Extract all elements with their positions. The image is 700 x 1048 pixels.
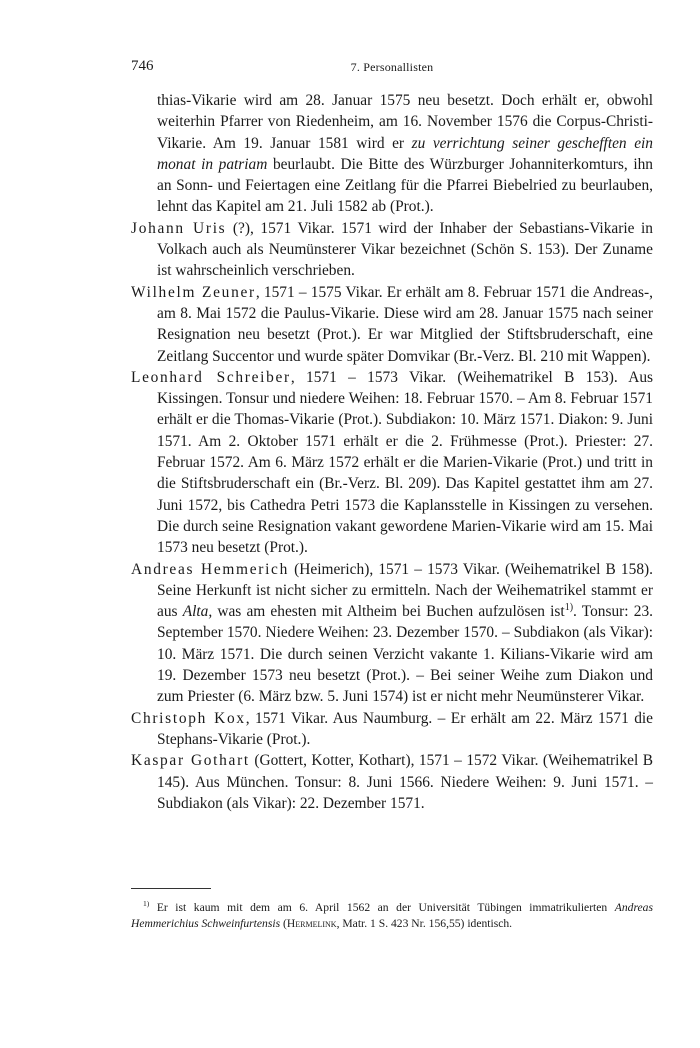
place-name: Alta, [182,603,213,621]
entry-christoph-kox [131,708,653,751]
person-name: Wilhelm Zeuner [131,283,256,301]
entry-johann-uris [131,218,653,282]
entry-wilhelm-zeuner [131,282,653,367]
page-header [131,58,653,82]
entry-text: , 1571 – 1575 Vikar. Er erhält am 8. Februar 1571 die Andreas-, am 8. Mai 1572 die Paulus-Vikarie. Diese wird am 28. Januar 1575 nach seiner Resignation neu besetzt (Prot.). Er war Mitglied der Stiftsbruderschaft, eine Zeitlang Succentor und wurde später Domvikar (Br.-Verz. Bl. 210 mit Wappen). [157,283,653,365]
footnote-text: , Matr. 1 S. 423 Nr. 156,55) identisch. [336,917,513,930]
entry-text: , 1571 – 1573 Vikar. (Weihematrikel B 153). Aus Kissingen. Tonsur und niedere Weihen: 18. Februar 1570. – Am 8. Februar 1571 erhält er die Thomas-Vikarie (Prot.). Subdiakon: 10. März 1571. Diakon: 9. Juni 1571. Am 2. Oktober 1571 erhält er die 2. Frühmesse (Prot.). Priester: 27. Februar 1572. Am 6. März 1572 erhält er die Marien-Vikarie (Prot.) und tritt in die Stiftsbruderschaft ein (Br.-Verz. Bl. 209). Das Kapitel gestattet ihm am 27. Juni 1572, bis Cathedra Petri 1573 die Kaplansstelle in Kissingen zu versehen. Die durch seine Resignation vakant gewordene Marien-Vikarie wird am 15. Mai 1573 neu besetzt (Prot.). [157,368,653,557]
entry-leonhard-schreiber [131,367,653,559]
entry-text: (Gottert, Kotter, Kothart), 1571 – 1572 Vikar. (Weihematrikel B 145). Aus München. Tonsur: 8. Juni 1566. Niedere Weihen: 9. Juni 1571. – Subdiakon (als Vikar): 22. Dezember 1571. [157,752,653,812]
entry-continuation [131,90,653,218]
running-head: 7. Personallisten [350,60,434,74]
footnote-author: Hermelink [286,917,337,930]
footnote [131,900,653,932]
entry-text: . Tonsur: 23. September 1570. Niedere Weihen: 23. Dezember 1570. – Subdiakon (als Vikar): 10. März 1571. Die durch seinen Verzicht vakante 1. Kilians-Vikarie wird am 19. Dezember 1573 neu besetzt (Prot.). – Bei seiner Weihe zum Diakon und zum Priester (6. März bzw. 5. Juni 1574) ist er nicht mehr Neumünsterer Vikar. [157,603,653,706]
entry-text: , 1571 Vikar. Aus Naumburg. – Er erhält am 22. März 1571 die Stephans-Vikarie (Prot.). [157,709,653,748]
footnote-divider [131,888,211,889]
footnote-italic-name: Andreas Hemmerichius Schweinfurtensis [131,901,653,930]
quoted-phrase: zu verrichtung seiner geschefften ein monat in patriam [157,134,653,173]
person-name: Kaspar Gothart [131,752,250,770]
footnote-reference[interactable]: 1) [564,602,574,613]
entry-kaspar-gothart [131,750,653,814]
entry-text: (Heimerich), 1571 – 1573 Vikar. (Weihematrikel B 158). Seine Herkunft ist nicht sicher zu ermitteln. Nach der Weihematrikel stammt er aus [157,560,653,621]
footnote-text: Er ist kaum mit dem am 6. April 1562 an der Universität Tübingen immatrikulierten [149,901,615,914]
entry-text: thias-Vikarie wird am 28. Januar 1575 neu besetzt. Doch erhält er, obwohl weiterhin Pfarrer von Riedenheim, am 16. November 1576 die Corpus-Christi-Vikarie. Am 19. Januar 1581 wird er [157,92,653,152]
entry-text: beurlaubt. Die Bitte des Würzburger Johanniterkomturs, ihn an Sonn- und Feiertagen eine Zeitlang für die Pfarrei Biebelried zu beurlauben, lehnt das Kapitel am 21. Juli 1582 ab (Prot.). [157,155,653,216]
footnote-mark: 1) [143,899,150,909]
person-name: Johann Uris [131,219,227,237]
person-name: Andreas Hemmerich [131,560,289,578]
footnote-text: ( [280,917,287,930]
entry-text: was am ehesten mit Altheim bei Buchen aufzulösen ist [212,603,565,621]
body-text [131,90,653,814]
entry-andreas-hemmerich [131,559,653,708]
page-number: 746 [131,58,154,74]
person-name: Leonhard Schreiber [131,368,291,386]
person-name: Christoph Kox [131,709,246,727]
entry-text: (?), 1571 Vikar. 1571 wird der Inhaber der Sebastians-Vikarie in Volkach auch als Neumünsterer Vikar bezeichnet (Schön S. 153). Der Zuname ist wahrscheinlich verschrieben. [157,219,653,280]
